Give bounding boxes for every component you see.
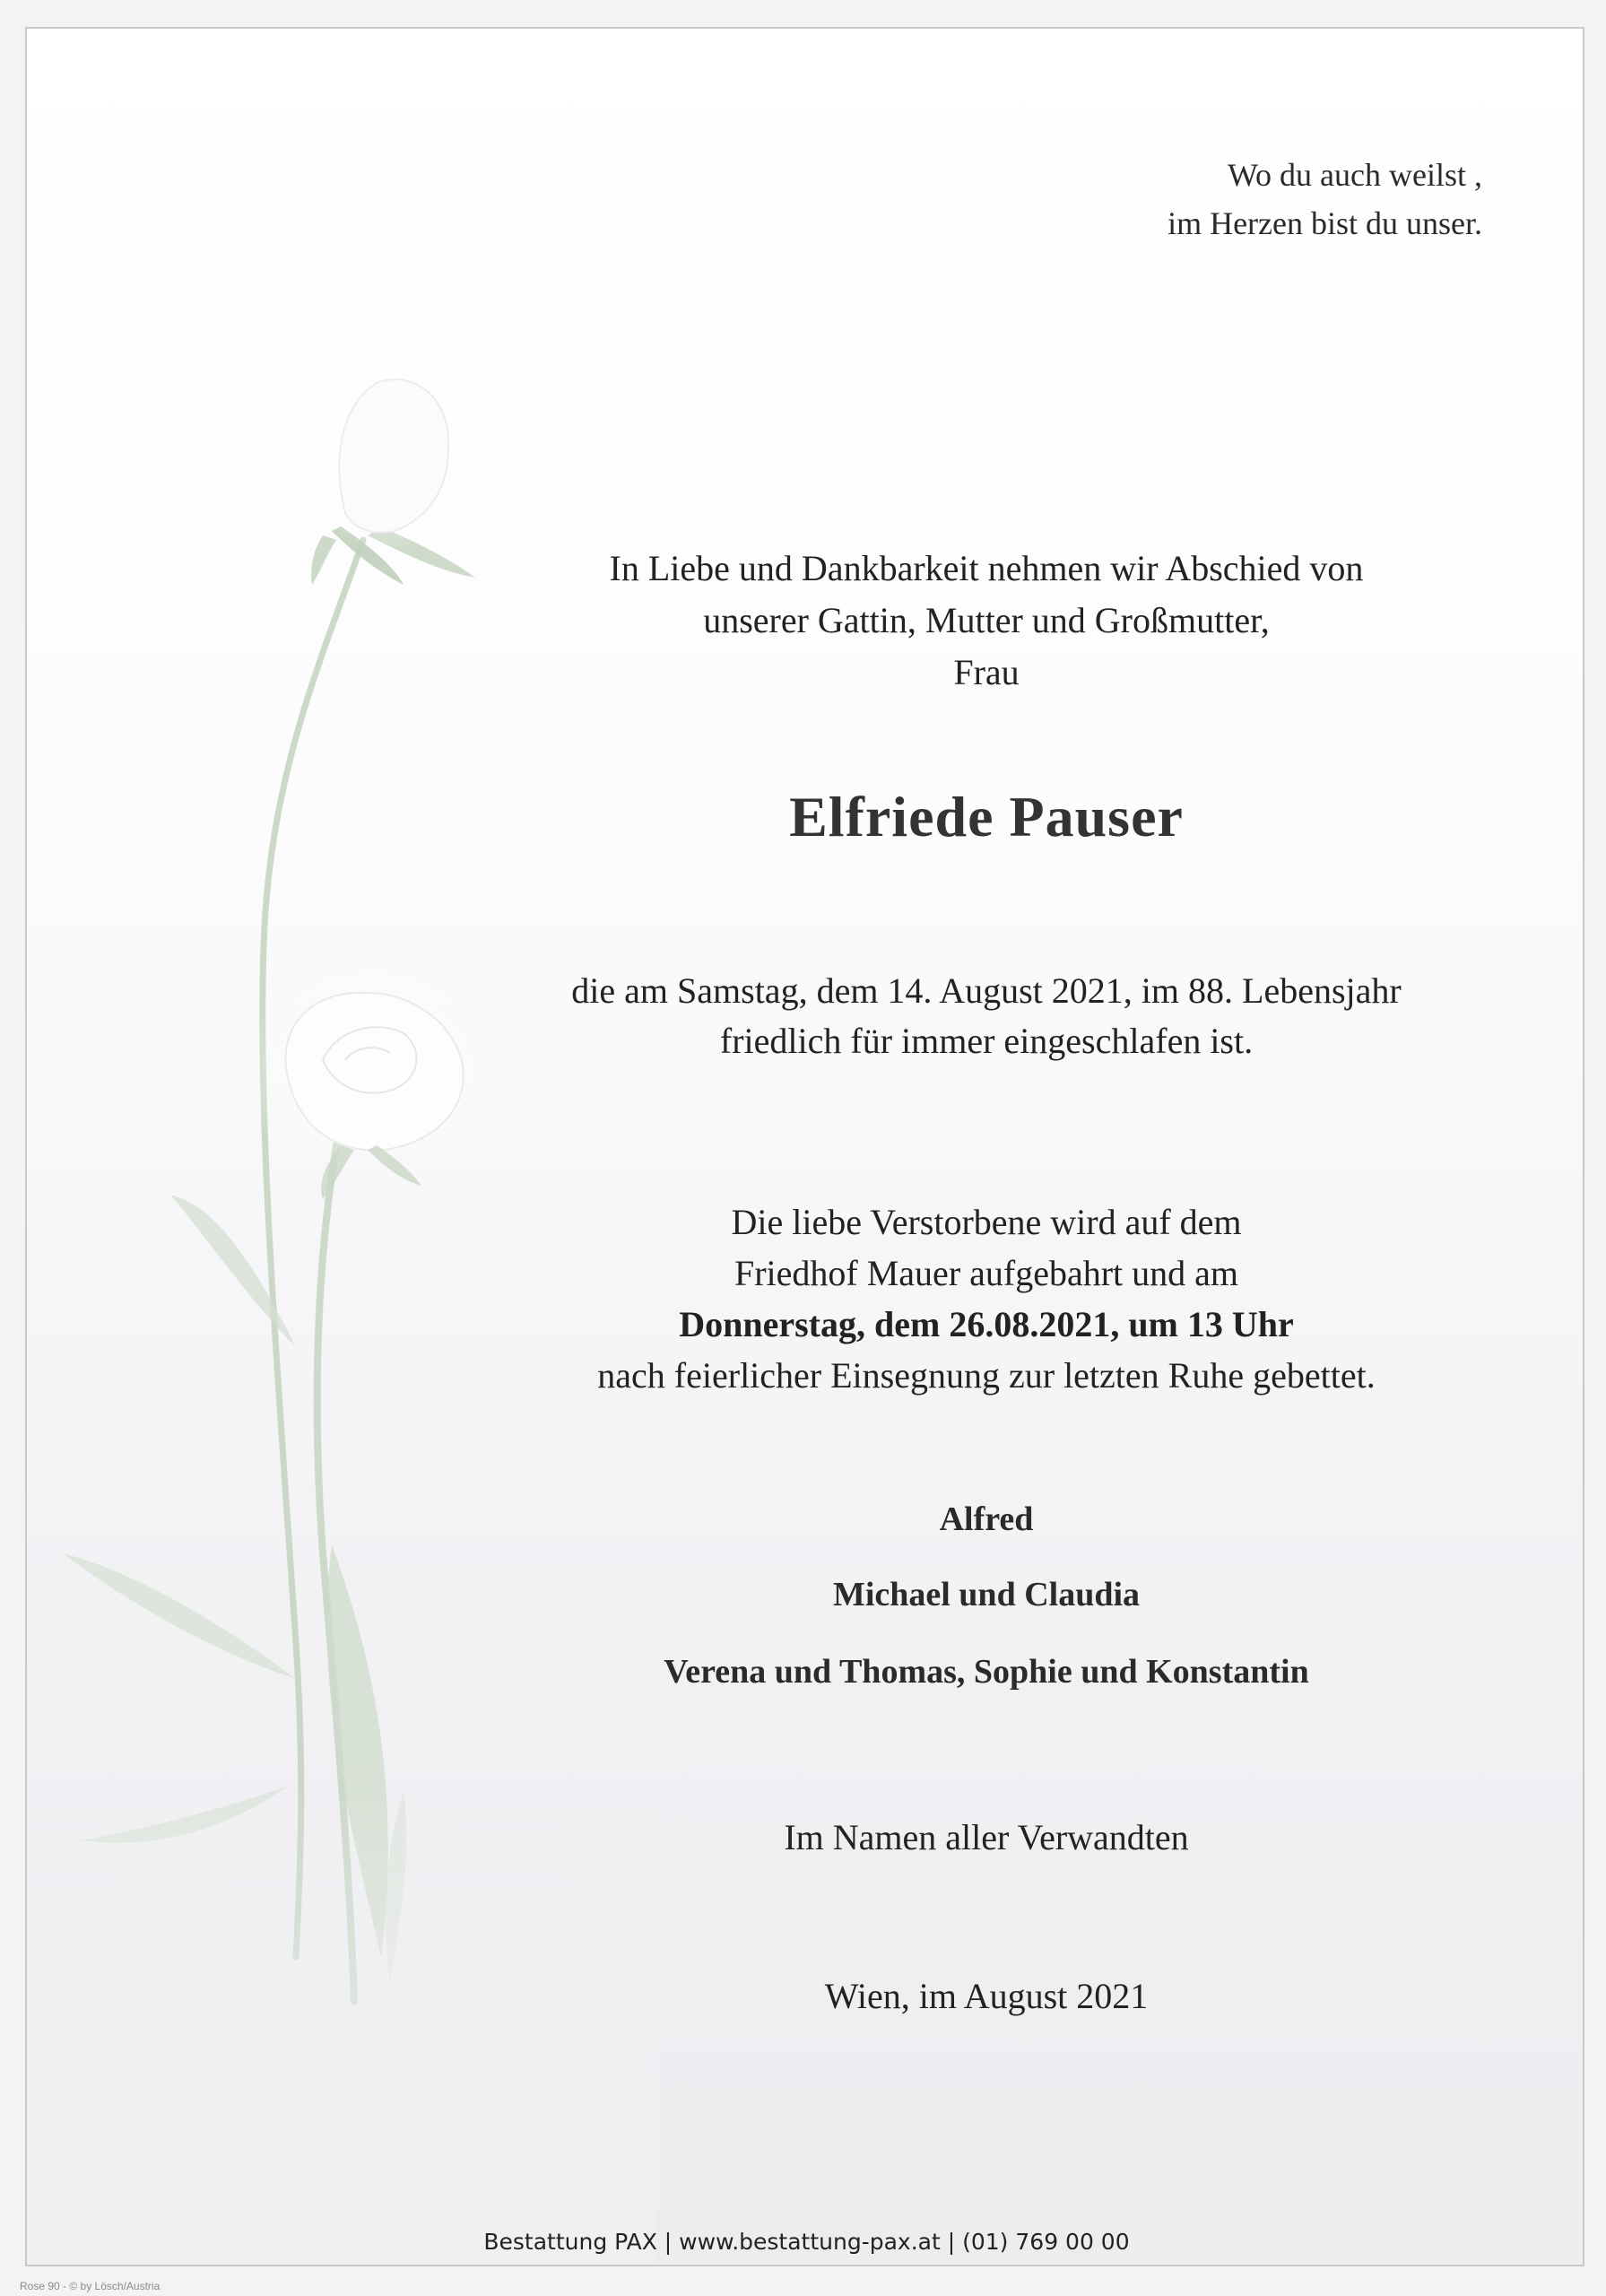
funeral-home-footer: Bestattung PAX | www.bestattung-pax.at | (01) 769 00 00 (483, 2229, 1130, 2255)
death-line-1: die am Samstag, dem 14. August 2021, im 88. Lebensjahr (571, 970, 1402, 1011)
image-credit: Rose 90 - © by Lösch/Austria (20, 2280, 161, 2292)
funeral-date-time: Donnerstag, dem 26.08.2021, um 13 Uhr (679, 1304, 1294, 1344)
funeral-line-4: nach feierlicher Einsegnung zur letzten Ruhe gebettet. (597, 1355, 1376, 1396)
deceased-name: Elfriede Pauser (789, 785, 1184, 848)
mourner-name: Michael und Claudia (832, 1576, 1141, 1613)
intro-text (565, 543, 1408, 699)
obituary-card (25, 27, 1584, 2266)
intro-line-3: Frau (953, 652, 1020, 692)
intro-line-1: In Liebe und Dankbarkeit nehmen wir Abschied von (609, 548, 1364, 588)
mourner-name: Verena und Thomas, Sophie und Konstantin (664, 1653, 1309, 1691)
white-rose-illustration (27, 29, 1584, 2266)
funeral-line-1: Die liebe Verstorbene wird auf dem (731, 1202, 1242, 1242)
death-notice (565, 966, 1408, 1066)
death-line-2: friedlich für immer eingeschlafen ist. (719, 1021, 1254, 1061)
relatives-note: Im Namen aller Verwandten (784, 1817, 1189, 1857)
mourner-name: Alfred (939, 1500, 1034, 1538)
funeral-details (565, 1196, 1408, 1401)
motto-line-1: Wo du auch weilst , (1227, 157, 1482, 193)
funeral-line-2: Friedhof Mauer aufgebahrt und am (734, 1253, 1239, 1293)
place-date: Wien, im August 2021 (824, 1976, 1149, 2016)
motto-line-2: im Herzen bist du unser. (1168, 205, 1482, 241)
intro-line-2: unserer Gattin, Mutter und Großmutter, (703, 600, 1270, 640)
